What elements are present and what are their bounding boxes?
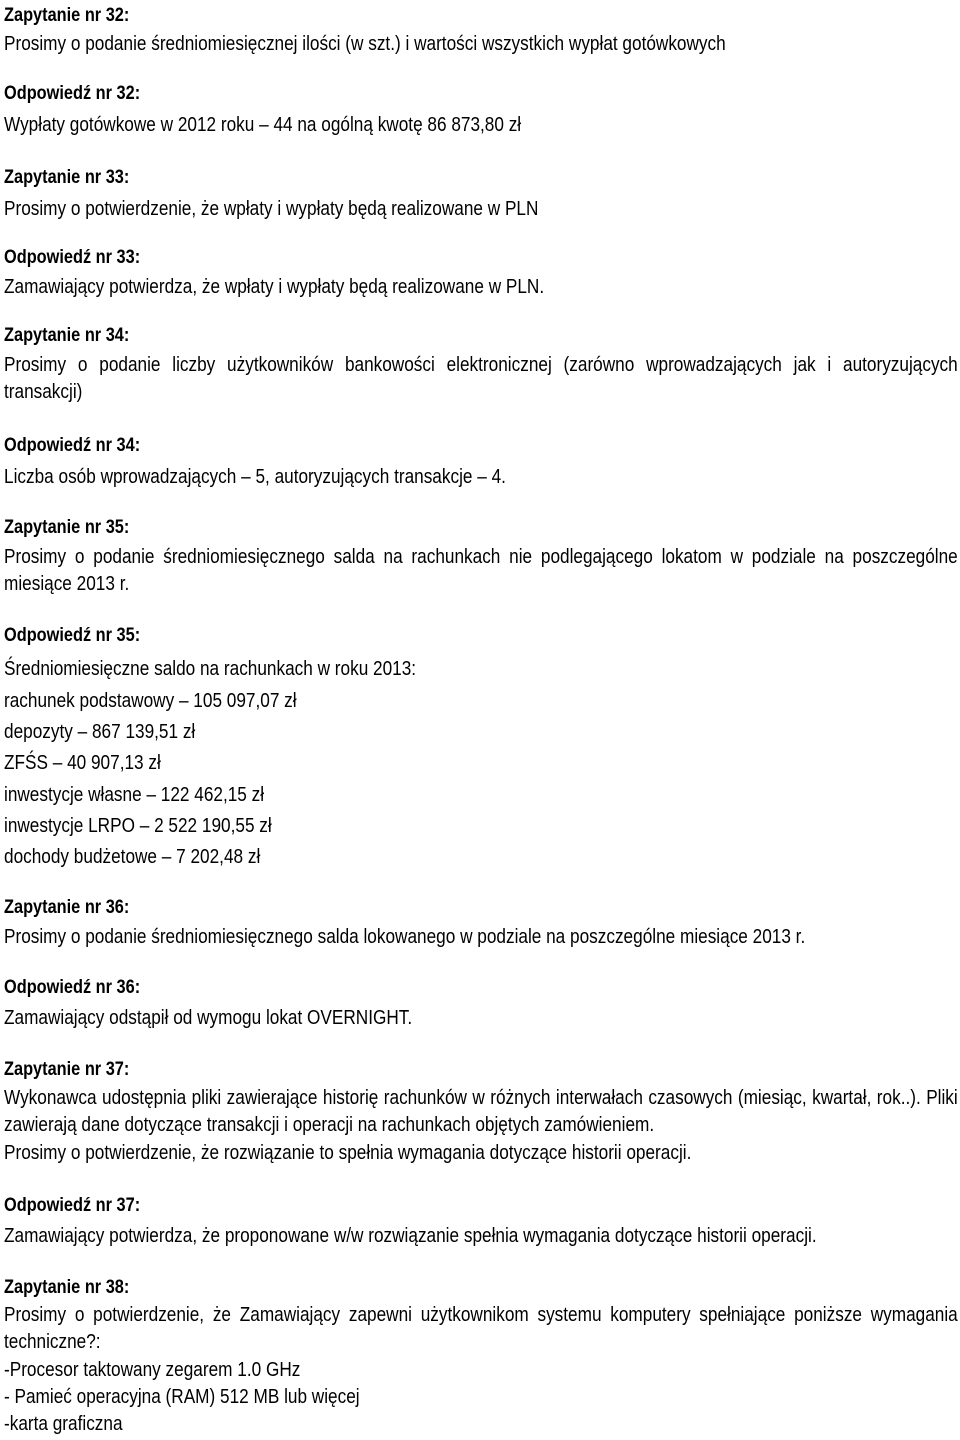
answer-text: Zamawiający potwierdza, że proponowane w/w rozwiązanie spełnia wymagania dotyczące historii operacji. [4, 1225, 817, 1247]
question-33 [4, 164, 958, 192]
answer-heading: Odpowiedź nr 34: [4, 435, 141, 456]
question-text: Prosimy o podanie liczby użytkowników bankowości elektronicznej (zarówno wprowadzających jak i autoryzujących transakcji) [4, 354, 958, 403]
question-heading: Zapytanie nr 33: [4, 167, 130, 188]
answer-35 [4, 622, 958, 650]
question-heading: Zapytanie nr 38: [4, 1277, 130, 1298]
question-34-text [4, 352, 958, 406]
answer-heading: Odpowiedź nr 33: [4, 247, 141, 268]
question-text: Prosimy o podanie średniomiesięcznego salda na rachunkach nie podlegającego lokatom w podziale na poszczególne miesiące 2013 r. [4, 546, 958, 595]
question-heading: Zapytanie nr 32: [4, 5, 130, 26]
answer-33-text [4, 273, 958, 301]
question-38 [4, 1274, 958, 1302]
question-34 [4, 322, 958, 350]
answer-36 [4, 974, 958, 1002]
answer-35-intro [4, 655, 958, 683]
question-38-text [4, 1302, 958, 1356]
answer-heading: Odpowiedź nr 32: [4, 83, 141, 104]
answer-37 [4, 1192, 958, 1220]
question-32-text [4, 30, 958, 58]
list-item: ZFŚS – 40 907,13 zł [4, 752, 161, 774]
list-item: dochody budżetowe – 7 202,48 zł [4, 846, 261, 868]
answer-heading: Odpowiedź nr 35: [4, 625, 141, 646]
answer-text: Wypłaty gotówkowe w 2012 roku – 44 na ogólną kwotę 86 873,80 zł [4, 114, 522, 136]
question-37-text-2 [4, 1139, 958, 1167]
answer-37-text [4, 1222, 958, 1250]
list-item: inwestycje LRPO – 2 522 190,55 zł [4, 815, 272, 837]
question-text: Prosimy o potwierdzenie, że wpłaty i wypłaty będą realizowane w PLN [4, 198, 539, 220]
answer-heading: Odpowiedź nr 36: [4, 977, 141, 998]
question-33-text [4, 195, 958, 223]
answer-32 [4, 80, 958, 108]
question-text: Prosimy o podanie średniomiesięcznego salda lokowanego w podziale na poszczególne miesiące 2013 r. [4, 926, 806, 948]
answer-32-text [4, 111, 958, 139]
question-heading: Zapytanie nr 36: [4, 897, 130, 918]
question-text: Wykonawca udostępnia pliki zawierające historię rachunków w różnych interwałach czasowych (miesiąc, kwartał, rok..). Pliki zawierają dane dotyczące transakcji i operacji na rachunkach objętych zamówieniem. [4, 1087, 958, 1136]
answer-34 [4, 432, 958, 460]
question-36-text [4, 923, 958, 951]
question-text: Prosimy o podanie średniomiesięcznej ilości (w szt.) i wartości wszystkich wypłat gotówkowych [4, 33, 726, 55]
answer-heading: Odpowiedź nr 37: [4, 1195, 141, 1216]
list-item: -karta graficzna [4, 1413, 123, 1435]
question-37-text [4, 1085, 958, 1139]
list-item: depozyty – 867 139,51 zł [4, 721, 196, 743]
answer-text: Zamawiający potwierdza, że wpłaty i wypłaty będą realizowane w PLN. [4, 276, 545, 298]
answer-text: Liczba osób wprowadzających – 5, autoryzujących transakcje – 4. [4, 466, 506, 488]
question-35 [4, 514, 958, 542]
question-heading: Zapytanie nr 34: [4, 325, 130, 346]
question-heading: Zapytanie nr 37: [4, 1059, 130, 1080]
list-item: rachunek podstawowy – 105 097,07 zł [4, 690, 297, 712]
answer-text: Średniomiesięczne saldo na rachunkach w roku 2013: [4, 658, 417, 680]
list-item: -Procesor taktowany zegarem 1.0 GHz [4, 1359, 301, 1381]
question-text: Prosimy o potwierdzenie, że rozwiązanie to spełnia wymagania dotyczące historii operacji. [4, 1142, 692, 1164]
answer-33 [4, 244, 958, 272]
question-37 [4, 1056, 958, 1084]
question-32 [4, 2, 958, 30]
answer-34-text [4, 463, 958, 491]
answer-text: Zamawiający odstąpił od wymogu lokat OVERNIGHT. [4, 1007, 413, 1029]
question-heading: Zapytanie nr 35: [4, 517, 130, 538]
question-text: Prosimy o potwierdzenie, że Zamawiający zapewni użytkownikom systemu komputery spełniające poniższe wymagania techniczne?: [4, 1304, 958, 1353]
question-36 [4, 894, 958, 922]
question-35-text [4, 544, 958, 598]
list-item: - Pamieć operacyjna (RAM) 512 MB lub więcej [4, 1386, 360, 1408]
answer-36-text [4, 1004, 958, 1032]
list-item: inwestycje własne – 122 462,15 zł [4, 784, 265, 806]
